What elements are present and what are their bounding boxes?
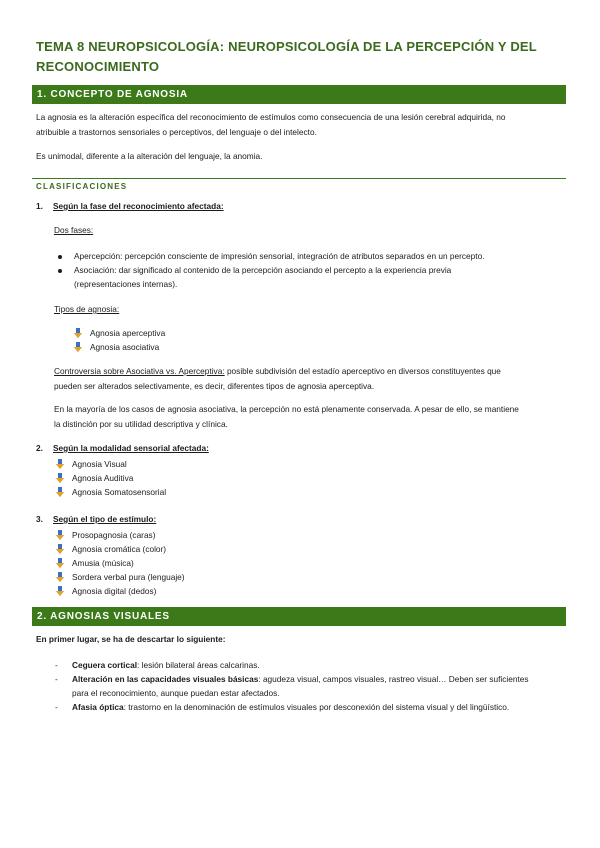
dash-text: : trastorno en la denominación de estímulos visuales por desconexión del sistema visual y del lingüístico. [123, 702, 510, 712]
list-item-modalidad [36, 441, 209, 456]
arrow-item [90, 326, 165, 340]
paragraph-unimodal: Es unimodal, diferente a la alteración del lenguaje, la anomia. [36, 151, 263, 161]
text-line: posible subdivisión del estadío aperceptivo en diversos constituyentes que [224, 366, 501, 376]
subheading-clasificaciones: CLASIFICACIONES [36, 182, 128, 191]
arrow-item [72, 457, 127, 471]
arrow-item-text: Agnosia Somatosensorial [72, 487, 167, 497]
arrow-down-icon [56, 558, 64, 568]
divider-line [32, 178, 566, 179]
bullet-asociacion [74, 263, 564, 291]
arrow-down-icon [56, 530, 64, 540]
list-number: 3. [36, 514, 43, 524]
bullet-apercepcion [74, 249, 564, 263]
list-number: 1. [36, 201, 43, 211]
bullet-text: dar significado al contenido de la percepción asociando el percepto a la experiencia previa [116, 265, 452, 275]
controversia-label: Controversia sobre Asociativa vs. Aperceptiva: [54, 366, 225, 376]
arrow-down-icon [56, 487, 64, 497]
arrow-item-text: Agnosia aperceptiva [90, 328, 166, 338]
dash-item-ceguera [55, 658, 562, 672]
dash-text: : lesión bilateral áreas calcarinas. [137, 660, 260, 670]
arrow-item-text: Amusia (música) [72, 558, 134, 568]
arrow-item-text: Prosopagnosia (caras) [72, 530, 156, 540]
section-heading-text: 1. CONCEPTO DE AGNOSIA [37, 89, 188, 100]
bullet-title: Asociación: [74, 265, 117, 275]
arrow-down-icon [74, 342, 82, 352]
bullet-dot [58, 255, 62, 259]
dash-title: Ceguera cortical [72, 660, 138, 670]
text-line: pueden ser alterados selectivamente, es decir, diferentes tipos de agnosia aperceptiva. [54, 381, 375, 391]
text-line: La agnosia es la alteración específica del reconocimiento de estímulos como consecuencia de una lesión cerebral adquirida, no [36, 112, 506, 122]
dash-marker: - [55, 674, 58, 684]
dash-item-afasia [55, 700, 562, 714]
text-line: la distinción por su utilidad descriptiva y clínica. [54, 419, 228, 429]
paragraph-controversia [54, 364, 564, 394]
arrow-down-icon [56, 473, 64, 483]
arrow-item-text: Agnosia asociativa [90, 342, 160, 352]
list-label: Según la fase del reconocimiento afectada: [53, 201, 224, 211]
paragraph-intro: En primer lugar, se ha de descartar lo siguiente: [36, 634, 226, 644]
list-item-estimulo [36, 512, 156, 527]
dash-marker: - [55, 702, 58, 712]
text-line: atribuible a trastornos sensoriales o perceptivos, del lenguaje o del intelecto. [36, 127, 317, 137]
tipos-agnosia-label: Tipos de agnosia: [54, 304, 120, 314]
arrow-item [72, 485, 166, 499]
arrow-item [72, 542, 166, 556]
arrow-item-text: Agnosia Auditiva [72, 473, 134, 483]
list-label: Según el tipo de estímulo: [53, 514, 157, 524]
arrow-down-icon [74, 328, 82, 338]
arrow-item-text: Sordera verbal pura (lenguaje) [72, 572, 185, 582]
dash-text-cont: para el reconocimiento, aunque puedan estar afectados. [72, 688, 280, 698]
arrow-down-icon [56, 572, 64, 582]
bullet-text-cont: (representaciones internas). [74, 279, 178, 289]
arrow-item [90, 340, 159, 354]
section-heading-text: 2. AGNOSIAS VISUALES [37, 611, 170, 622]
list-number: 2. [36, 443, 43, 453]
dos-fases-label: Dos fases: [54, 225, 94, 235]
arrow-item [72, 528, 155, 542]
bullet-dot [58, 269, 62, 273]
paragraph-mayoria [54, 402, 564, 432]
title-line-1: TEMA 8 NEUROPSICOLOGÍA: NEUROPSICOLOGÍA DE LA PERCEPCIÓN Y DEL [36, 39, 537, 54]
arrow-item [72, 570, 185, 584]
arrow-item-text: Agnosia Visual [72, 459, 127, 469]
arrow-item-text: Agnosia cromática (color) [72, 544, 167, 554]
arrow-item [72, 471, 133, 485]
dash-marker: - [55, 660, 58, 670]
text-line: En la mayoría de los casos de agnosia asociativa, la percepción no está plenamente conservada. A pesar de ello, se mantiene [54, 404, 519, 414]
section-heading-agnosias-visuales [32, 607, 566, 626]
section-heading-concepto [32, 85, 566, 104]
dash-text: : agudeza visual, campos visuales, rastreo visual… Deben ser suficientes [258, 674, 529, 684]
arrow-down-icon [56, 459, 64, 469]
bullet-title: Apercepción: [74, 251, 123, 261]
arrow-item [72, 556, 134, 570]
paragraph-definition [36, 110, 564, 140]
page-title [36, 37, 556, 76]
arrow-down-icon [56, 544, 64, 554]
list-item-fase [36, 199, 224, 214]
arrow-item [72, 584, 156, 598]
title-line-2: RECONOCIMIENTO [36, 58, 160, 74]
arrow-item-text: Agnosia digital (dedos) [72, 586, 157, 596]
dash-title: Afasia óptica [72, 702, 124, 712]
arrow-down-icon [56, 586, 64, 596]
dash-item-capacidades [55, 672, 562, 700]
list-label: Según la modalidad sensorial afectada: [53, 443, 209, 453]
dash-title: Alteración en las capacidades visuales básicas [72, 674, 259, 684]
bullet-text: percepción consciente de impresión sensorial, integración de atributos separados en un percepto. [122, 251, 485, 261]
